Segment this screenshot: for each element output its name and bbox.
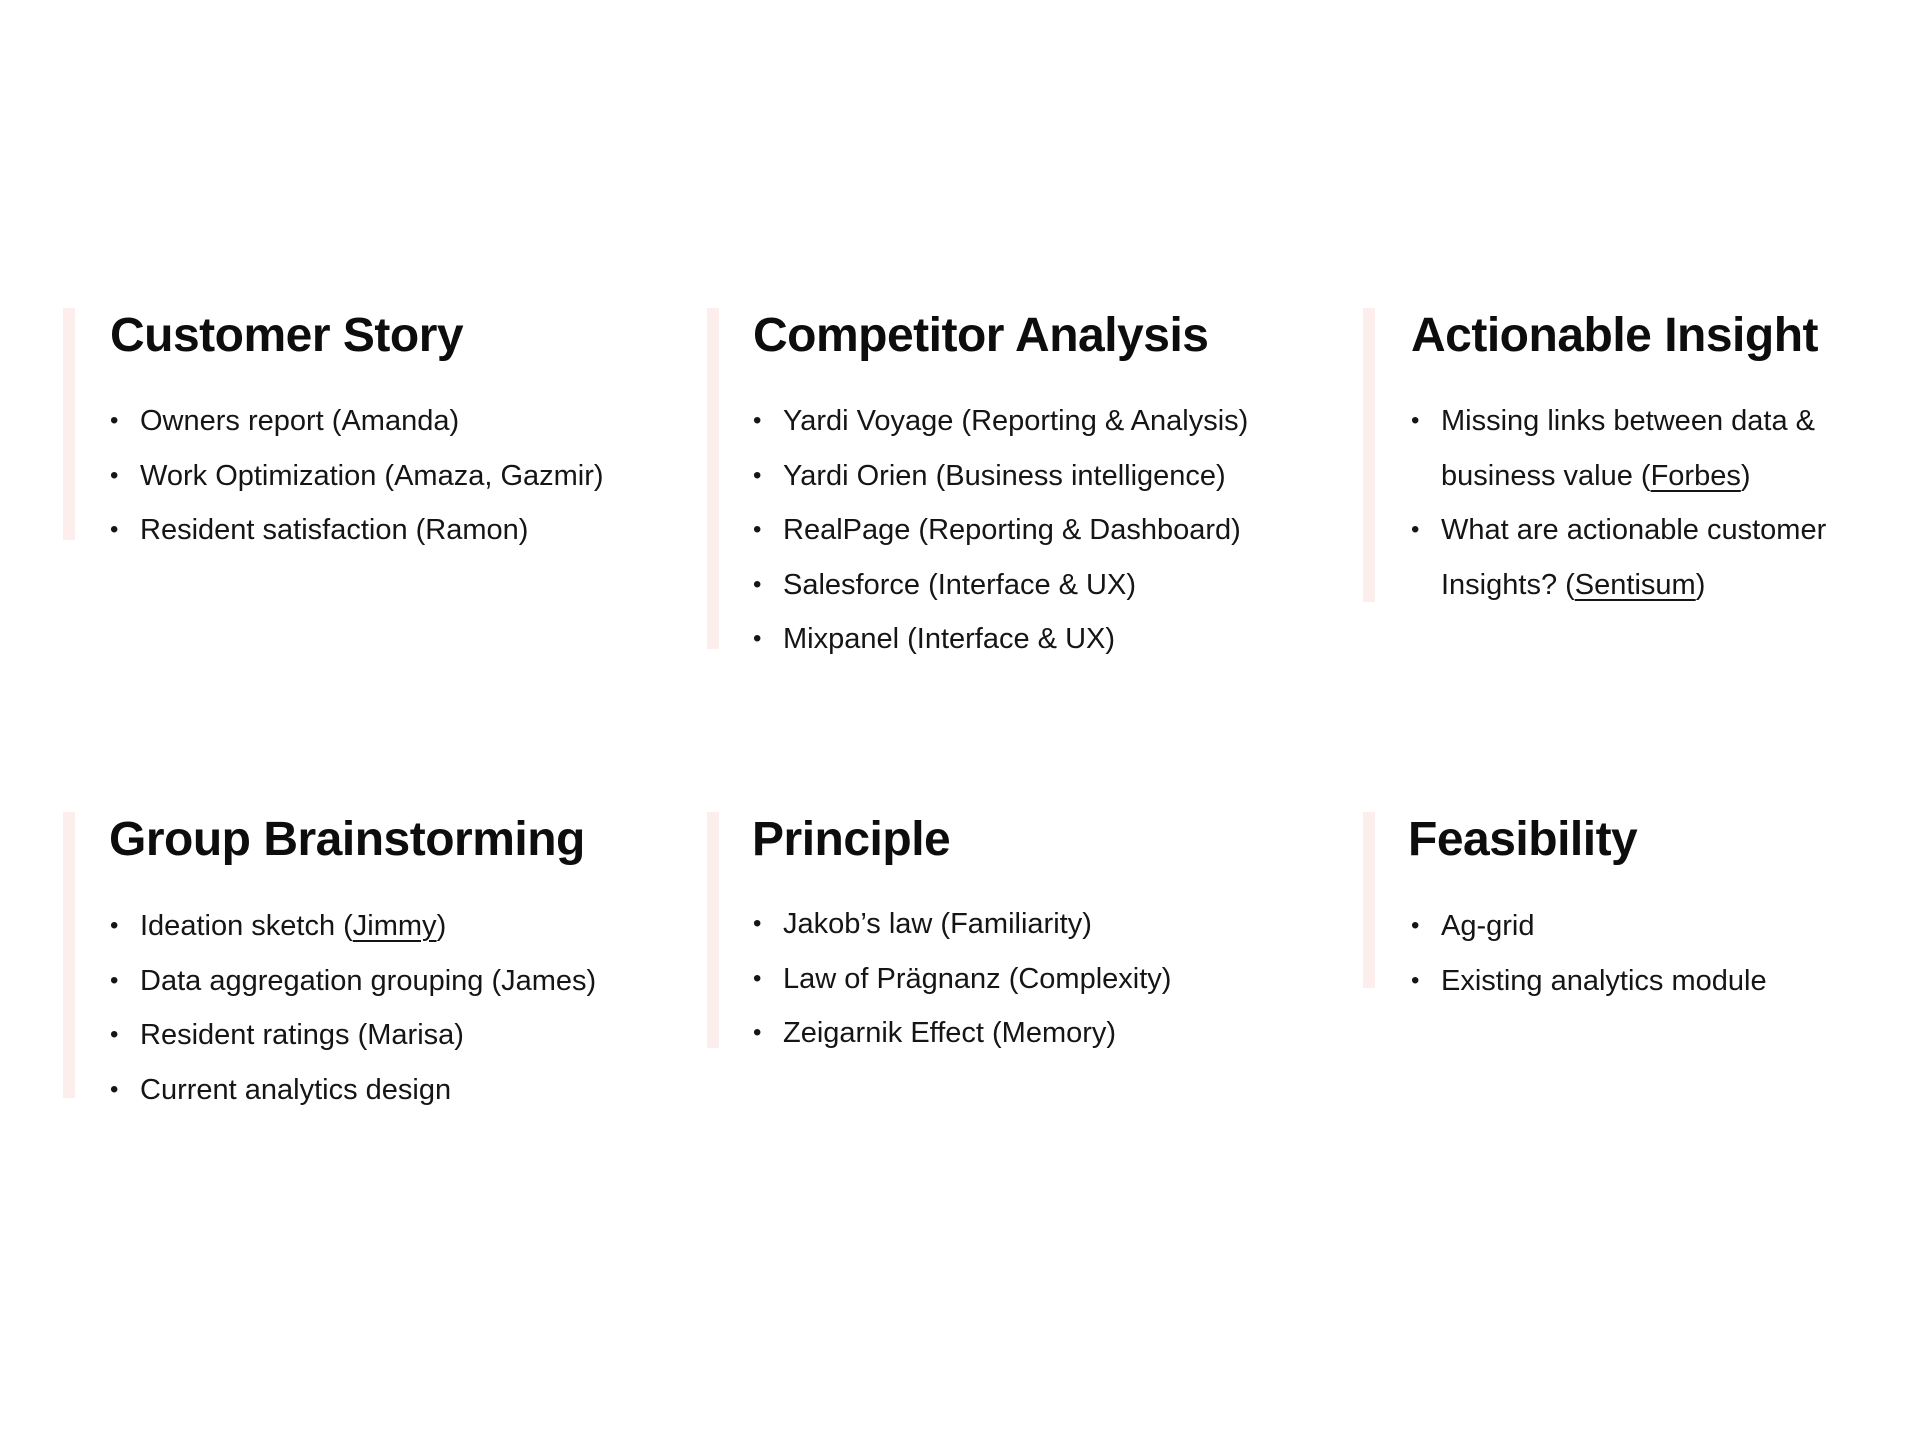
jimmy-link[interactable]: Jimmy [352,910,437,942]
bullet-icon: • [753,910,762,937]
bullet-icon: • [110,1021,119,1048]
bullet-icon: • [1411,912,1420,939]
list-item-text: Ag-grid [1441,910,1535,942]
list-item-text: Owners report (Amanda) [140,405,460,437]
accent-bar [707,308,719,649]
list-item [753,952,1171,1007]
list-item-text: Data aggregation grouping (James) [140,964,597,997]
card-title: Group Brainstorming [109,813,585,866]
card-title: Feasibility [1408,813,1638,866]
item-list [110,899,596,1117]
card-competitor-analysis [707,308,1327,668]
list-item-text: Mixpanel (Interface & UX) [783,623,1116,655]
card-customer-story [63,308,623,548]
bullet-icon: • [753,516,762,543]
bullet-icon: • [753,570,762,598]
list-item [110,899,596,954]
accent-bar [1363,812,1375,988]
bullet-icon: • [110,912,119,939]
item-list [110,394,604,558]
list-item-text: What are actionable customer Insights? ( [1441,514,1827,601]
bullet-icon: • [110,1075,119,1103]
bullet-icon: • [110,966,119,994]
accent-bar [707,812,719,1048]
card-title: Customer Story [110,309,464,362]
list-item [110,449,604,504]
list-item [753,449,1248,504]
sentisum-link[interactable]: Sentisum [1574,568,1696,601]
accent-bar [63,308,75,540]
list-item-text: Current analytics design [140,1073,452,1106]
list-item-text: Existing analytics module [1441,964,1767,997]
bullet-icon: • [110,407,119,434]
card-title: Actionable Insight [1411,309,1819,362]
bullet-icon: • [753,407,762,434]
list-item [753,503,1248,558]
list-item-text: Yardi Orien (Business intelligence) [783,459,1226,492]
list-item-text-suffix: ) [1740,459,1751,492]
list-item-text: Jakob’s law (Familiarity) [783,908,1092,940]
list-item [1411,503,1851,612]
accent-bar [1363,308,1375,602]
list-item [110,503,604,558]
list-item [753,612,1248,667]
item-list [753,897,1171,1061]
item-list [1411,899,1767,1008]
item-list [1411,394,1851,612]
list-item-text: Law of Prägnanz (Complexity) [783,962,1172,995]
list-item-text-suffix: ) [1695,568,1706,601]
list-item-text: RealPage (Reporting & Dashboard) [783,514,1241,546]
list-item-text: Resident satisfaction (Ramon) [140,514,529,546]
bullet-icon: • [1411,516,1420,543]
forbes-link[interactable]: Forbes [1650,459,1741,492]
list-item-text: Work Optimization (Amaza, Gazmir) [140,459,604,492]
list-item-text: Salesforce (Interface & UX) [783,568,1136,601]
list-item-text: Ideation sketch ( [140,910,353,942]
card-group-brainstorming [63,812,623,1112]
list-item [753,1006,1171,1061]
card-principle [707,812,1327,1072]
card-feasibility [1363,812,1903,1012]
bullet-icon: • [753,625,762,652]
list-item-text: Missing links between data & business value ( [1441,405,1815,492]
item-list [753,394,1248,667]
card-title: Competitor Analysis [753,309,1209,362]
bullet-icon: • [753,964,762,992]
list-item [753,558,1248,613]
list-item [1411,899,1767,954]
bullet-icon: • [753,1019,762,1046]
list-item-text: Resident ratings (Marisa) [140,1019,464,1051]
list-item [1411,954,1767,1009]
bullet-icon: • [753,461,762,489]
card-actionable-insight [1363,308,1903,628]
bullet-icon: • [1411,407,1420,434]
list-item [110,1063,596,1118]
list-item [753,897,1171,952]
list-item-text: Zeigarnik Effect (Memory) [783,1017,1117,1049]
list-item-text: Yardi Voyage (Reporting & Analysis) [783,405,1249,437]
bullet-icon: • [110,461,119,489]
list-item [110,1008,596,1063]
list-item [110,394,604,449]
bullet-icon: • [1411,966,1420,994]
list-item [110,954,596,1009]
card-title: Principle [752,813,951,866]
list-item [1411,394,1851,503]
list-item [753,394,1248,449]
bullet-icon: • [110,516,119,543]
list-item-text-suffix: ) [436,910,447,942]
accent-bar [63,812,75,1098]
